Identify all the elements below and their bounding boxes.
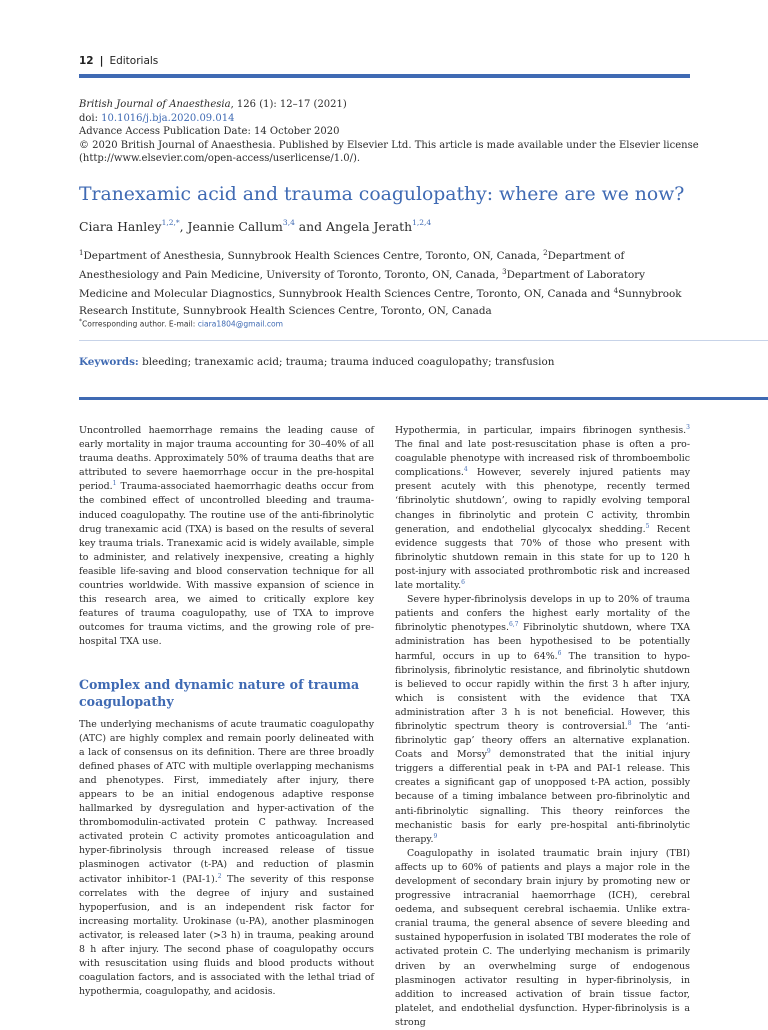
author-affiliation-marker[interactable]: 3,4 [282, 218, 295, 227]
copyright-notice: © 2020 British Journal of Anaesthesia. Published by Elsevier Ltd. This article is made available under the Elsevier license (http://www.elsevier.com/open-access/userlicense/1.0/). [79, 139, 699, 165]
citation-block [79, 98, 699, 166]
reference-marker[interactable]: 2 [217, 872, 222, 880]
text-run: demonstrated that the initial injury triggers a differential peak in t-PA and PAI-1 release. This creates a significant gap of unopposed t-PA action, possibly because of a timing imbalance between pro-fibrinolytic and anti-fibrinolytic signalling. This theory reinforces the mechanistic basis for early pre-hospital anti-fibrinolytic therapy. [395, 749, 691, 845]
affiliation-text: Department of Anesthesia, Sunnybrook Health Sciences Centre, Toronto, ON, Canada, [83, 250, 544, 262]
left-column [79, 424, 374, 999]
reference-marker[interactable]: 1 [112, 480, 117, 488]
keywords-divider-top [79, 340, 768, 341]
text-run: Uncontrolled haemorrhage remains the leading cause of early mortality in major trauma accounting for 30–40% of all trauma deaths. Approximately 50% of trauma deaths that are attributed to severe haemorrhage occur in the pre-hospital period. [79, 425, 374, 493]
text-run: The severity of this response correlates with the degree of injury and sustained hypoperfusion, and is an independent risk factor for increasing mortality. Urokinase (u-PA), another plasminogen activator, is released later (>3 h) in trauma, peaking around 8 h after injury. The second phase of coagulopathy occurs with resuscitation using fluids and blood products without coagulation factors, and is associated with the lethal triad of hypothermia, coagulopathy, and acidosis. [79, 873, 374, 998]
text-run: Fibrinolytic shutdown, where TXA administration has been hypothesised to be potentially harmful, occurs in up to 64%. [395, 622, 690, 662]
text-run: Coagulopathy in isolated traumatic brain injury (TBI) affects up to 60% of patients and plays a major role in the development of secondary brain injury by promoting new or progressive intracranial haemorrhage (ICH), cerebral oedema, and subsequent cerebral ischaemia. Unlike extra-cranial trauma, the general absence of severe bleeding and sustained hypoperfusion in isolated TBI moderates the role of activated protein C. The underlying mechanism is primarily driven by an overwhelming surge of endogenous plasminogen activator resulting in hyper-fibrinolysis, in addition to increased activation of brain tissue factor, platelet, and endothelial dysfunction. Hyper-fibrinolysis is a strong [395, 847, 690, 1028]
corresponding-label: Corresponding author. E-mail: [82, 319, 198, 329]
reference-marker[interactable]: 6 [461, 579, 465, 587]
affiliation-marker: 3 [502, 268, 507, 277]
text-run: The transition to hypo-fibrinolysis, fibrinolytic resistance, and fibrinolytic shutdown is believed to occur rapidly within the first 3 h after injury, which is consistent with the evidence that TXA administration after 3 h is not beneficial. However, this fibrinolytic spectrum theory is controversial. [395, 650, 691, 732]
keywords-label: Keywords: [79, 356, 139, 368]
section-paragraph [79, 718, 374, 1000]
doi-line [79, 112, 699, 126]
corresponding-email-link[interactable]: ciara1804@gmail.com [197, 319, 284, 329]
header-separator: | [99, 55, 104, 67]
section-heading-wrap [79, 676, 374, 710]
author-affiliation-marker[interactable]: 1,2,* [161, 218, 180, 227]
author-name: Angela Jerath [326, 219, 413, 234]
text-run: Recent evidence suggests that 70% of those who present with fibrinolytic shutdown remain in this state for up to 120 h post-injury with associated prothrombotic risk and increased late mortality. [395, 523, 690, 592]
body-paragraph [395, 847, 690, 1030]
affiliation-text: Sunnybrook Research Institute, Sunnybrook Health Sciences Centre, Toronto, ON, Canada [79, 288, 682, 317]
body-paragraph [395, 424, 690, 593]
text-run: The ‘anti-fibrinolytic gap’ theory offers an alternative explanation. Coats and Morsy [395, 720, 690, 761]
doi-link[interactable]: 10.1016/j.bja.2020.09.014 [101, 112, 235, 124]
author-name: Jeannie Callum [187, 219, 283, 234]
text-run: However, severely injured patients may present acutely with this phenotype, recently termed ‘fibrinolytic shutdown’, owing to rapidly evolving temporal changes in fibrinolytic and protein C activity, thrombin generation, and endothelial glycocalyx shedding. [395, 467, 690, 535]
author-separator: , [179, 219, 188, 234]
author-separator: and [294, 219, 327, 234]
page-number: 12 [79, 55, 94, 67]
text-run: Severe hyper-fibrinolysis develops in up to 20% of trauma patients and confers the highest early mortality of the fibrinolytic phenotypes. [395, 594, 690, 634]
reference-marker[interactable]: 3 [686, 424, 690, 431]
affiliation-marker: 1 [79, 249, 84, 257]
reference-marker[interactable]: 8 [627, 719, 632, 727]
reference-marker[interactable]: 6,7 [508, 621, 519, 629]
reference-marker[interactable]: 9 [433, 832, 438, 840]
keywords-text: bleeding; tranexamic acid; trauma; trauma induced coagulopathy; transfusion [138, 356, 555, 368]
corresponding-marker: * [79, 318, 82, 325]
text-run: Hypothermia, in particular, impairs fibrinogen synthesis. [395, 425, 687, 436]
intro-paragraph [79, 424, 374, 650]
top-rule [79, 74, 690, 78]
affiliation-marker: 4 [613, 287, 619, 296]
section-heading: Complex and dynamic nature of trauma coagulopathy [79, 676, 360, 709]
text-run: Trauma-associated haemorrhagic deaths occur from the combined effect of uncontrolled bleeding and trauma-induced coagulopathy. The routine use of the anti-fibrinolytic drug tranexamic acid (TXA) is based on the results of several key trauma trials. Tranexamic acid is widely available, simple to administer, and relatively inexpensive, creating a highly feasible life-saving and blood conservation technique for all countries worldwide. With massive expansion of science in this research area, we aimed to critically explore key features of trauma coagulopathy, use of TXA to improve outcomes for trauma victims, and the growing role of pre-hospital TXA use. [79, 481, 374, 648]
journal-line [79, 98, 699, 112]
section-name: Editorials [109, 55, 159, 67]
reference-marker[interactable]: 9 [486, 748, 491, 756]
keywords-divider-bottom [79, 397, 768, 400]
text-run: The underlying mechanisms of acute traumatic coagulopathy (ATC) are highly complex and remain poorly delineated with a lack of consensus on its definition. There are three broadly defined phases of ATC with multiple overlapping mechanisms and phenotypes. First, immediately after injury, there appears to be an initial endogenous adaptive response hallmarked by dysregulation and hyper-activation of the thrombomodulin-activated protein C pathway. Increased activated protein C activity promotes anticoagulation and hyper-fibrinolysis through increased release of tissue plasminogen activator (t-PA) and reduction of plasmin activator inhibitor-1 (PAI-1). [79, 718, 374, 885]
advance-access: Advance Access Publication Date: 14 October 2020 [79, 126, 340, 138]
author-list [79, 218, 431, 234]
reference-marker[interactable]: 5 [645, 522, 650, 530]
keywords [79, 356, 554, 368]
affiliation-text: Department of Anesthesiology and Pain Medicine, University of Toronto, Toronto, ON, Canada, [79, 250, 625, 282]
affiliation-marker: 2 [543, 249, 548, 257]
text-run: The final and late post-resuscitation phase is often a pro-coagulable phenotype with increased risk of thromboembolic complications. [395, 439, 690, 479]
body-paragraph [395, 593, 690, 847]
running-head [79, 55, 158, 67]
reference-marker[interactable]: 4 [463, 466, 468, 474]
affiliations [79, 245, 691, 319]
affiliation-text: Department of Laboratory Medicine and Molecular Diagnostics, Sunnybrook Health Sciences Centre, Toronto, ON, Canada and [79, 269, 646, 301]
article-title: Tranexamic acid and trauma coagulopathy: where are we now? [79, 184, 685, 205]
corresponding-author [79, 318, 283, 329]
doi-label: doi: [79, 112, 102, 124]
right-column [395, 424, 690, 1030]
volume-info: , 126 (1): 12–17 (2021) [230, 99, 347, 110]
author-affiliation-marker[interactable]: 1,2,4 [412, 218, 432, 227]
author-name: Ciara Hanley [79, 219, 162, 234]
journal-name: British Journal of Anaesthesia [79, 99, 231, 110]
reference-marker[interactable]: 6 [557, 649, 562, 657]
